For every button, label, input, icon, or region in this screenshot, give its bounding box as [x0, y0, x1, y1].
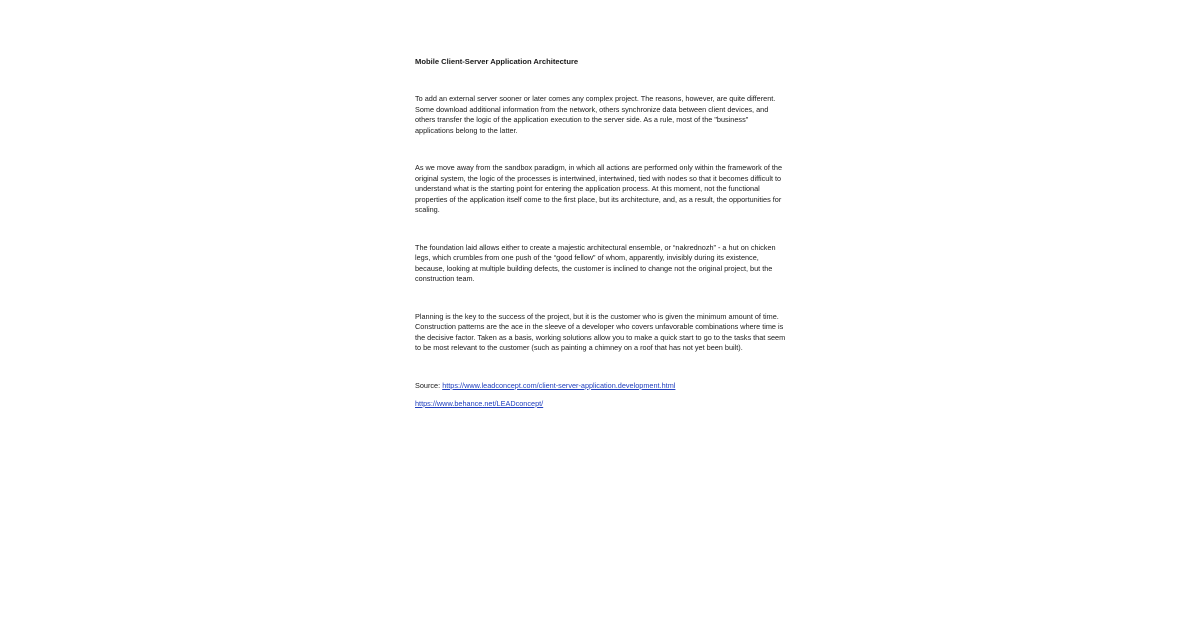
behance-line	[415, 399, 787, 410]
source-line	[415, 381, 787, 392]
behance-link[interactable]: https://www.behance.net/LEADconcept/	[415, 399, 544, 408]
source-link[interactable]: https://www.leadconcept.com/client-server-application.development.html	[442, 380, 676, 390]
paragraph-3: The foundation laid allows either to create a majestic architectural ensemble, or “nakrednozh” - a hut on chicken legs, which crumbles from one push of the “good fellow” of whom, apparently, invisibly during its existence, because, looking at multiple building defects, the customer is inclined to change not the original project, but the construction team.	[415, 242, 776, 283]
document-page	[415, 56, 787, 418]
document-title: Mobile Client-Server Application Architecture	[415, 57, 579, 66]
source-label: Source:	[415, 380, 441, 390]
paragraph-1: To add an external server sooner or later comes any complex project. The reasons, however, are quite different. Some download additional information from the network, others synchronize data between client devices, and others transfer the logic of the application execution to the server side. As a rule, most of the "business" applications belong to the latter.	[415, 94, 776, 135]
paragraph-4: Planning is the key to the success of the project, but it is the customer who is given the minimum amount of time. Construction patterns are the ace in the sleeve of a developer who covers unfavorable combinations where time is the decisive factor. Taken as a basis, working solutions allow you to make a quick start to go to the tasks that seem to be most relevant to the customer (such as painting a chimney on a roof that has not yet been built).	[415, 311, 786, 352]
paragraph-2: As we move away from the sandbox paradigm, in which all actions are performed only within the framework of the original system, the logic of the processes is intertwined, intertwined, tied with nodes so that it becomes difficult to understand what is the starting point for entering the application process. At this moment, not the functional properties of the application itself come to the first place, but its architecture, and, as a result, the opportunities for scaling.	[415, 163, 783, 214]
